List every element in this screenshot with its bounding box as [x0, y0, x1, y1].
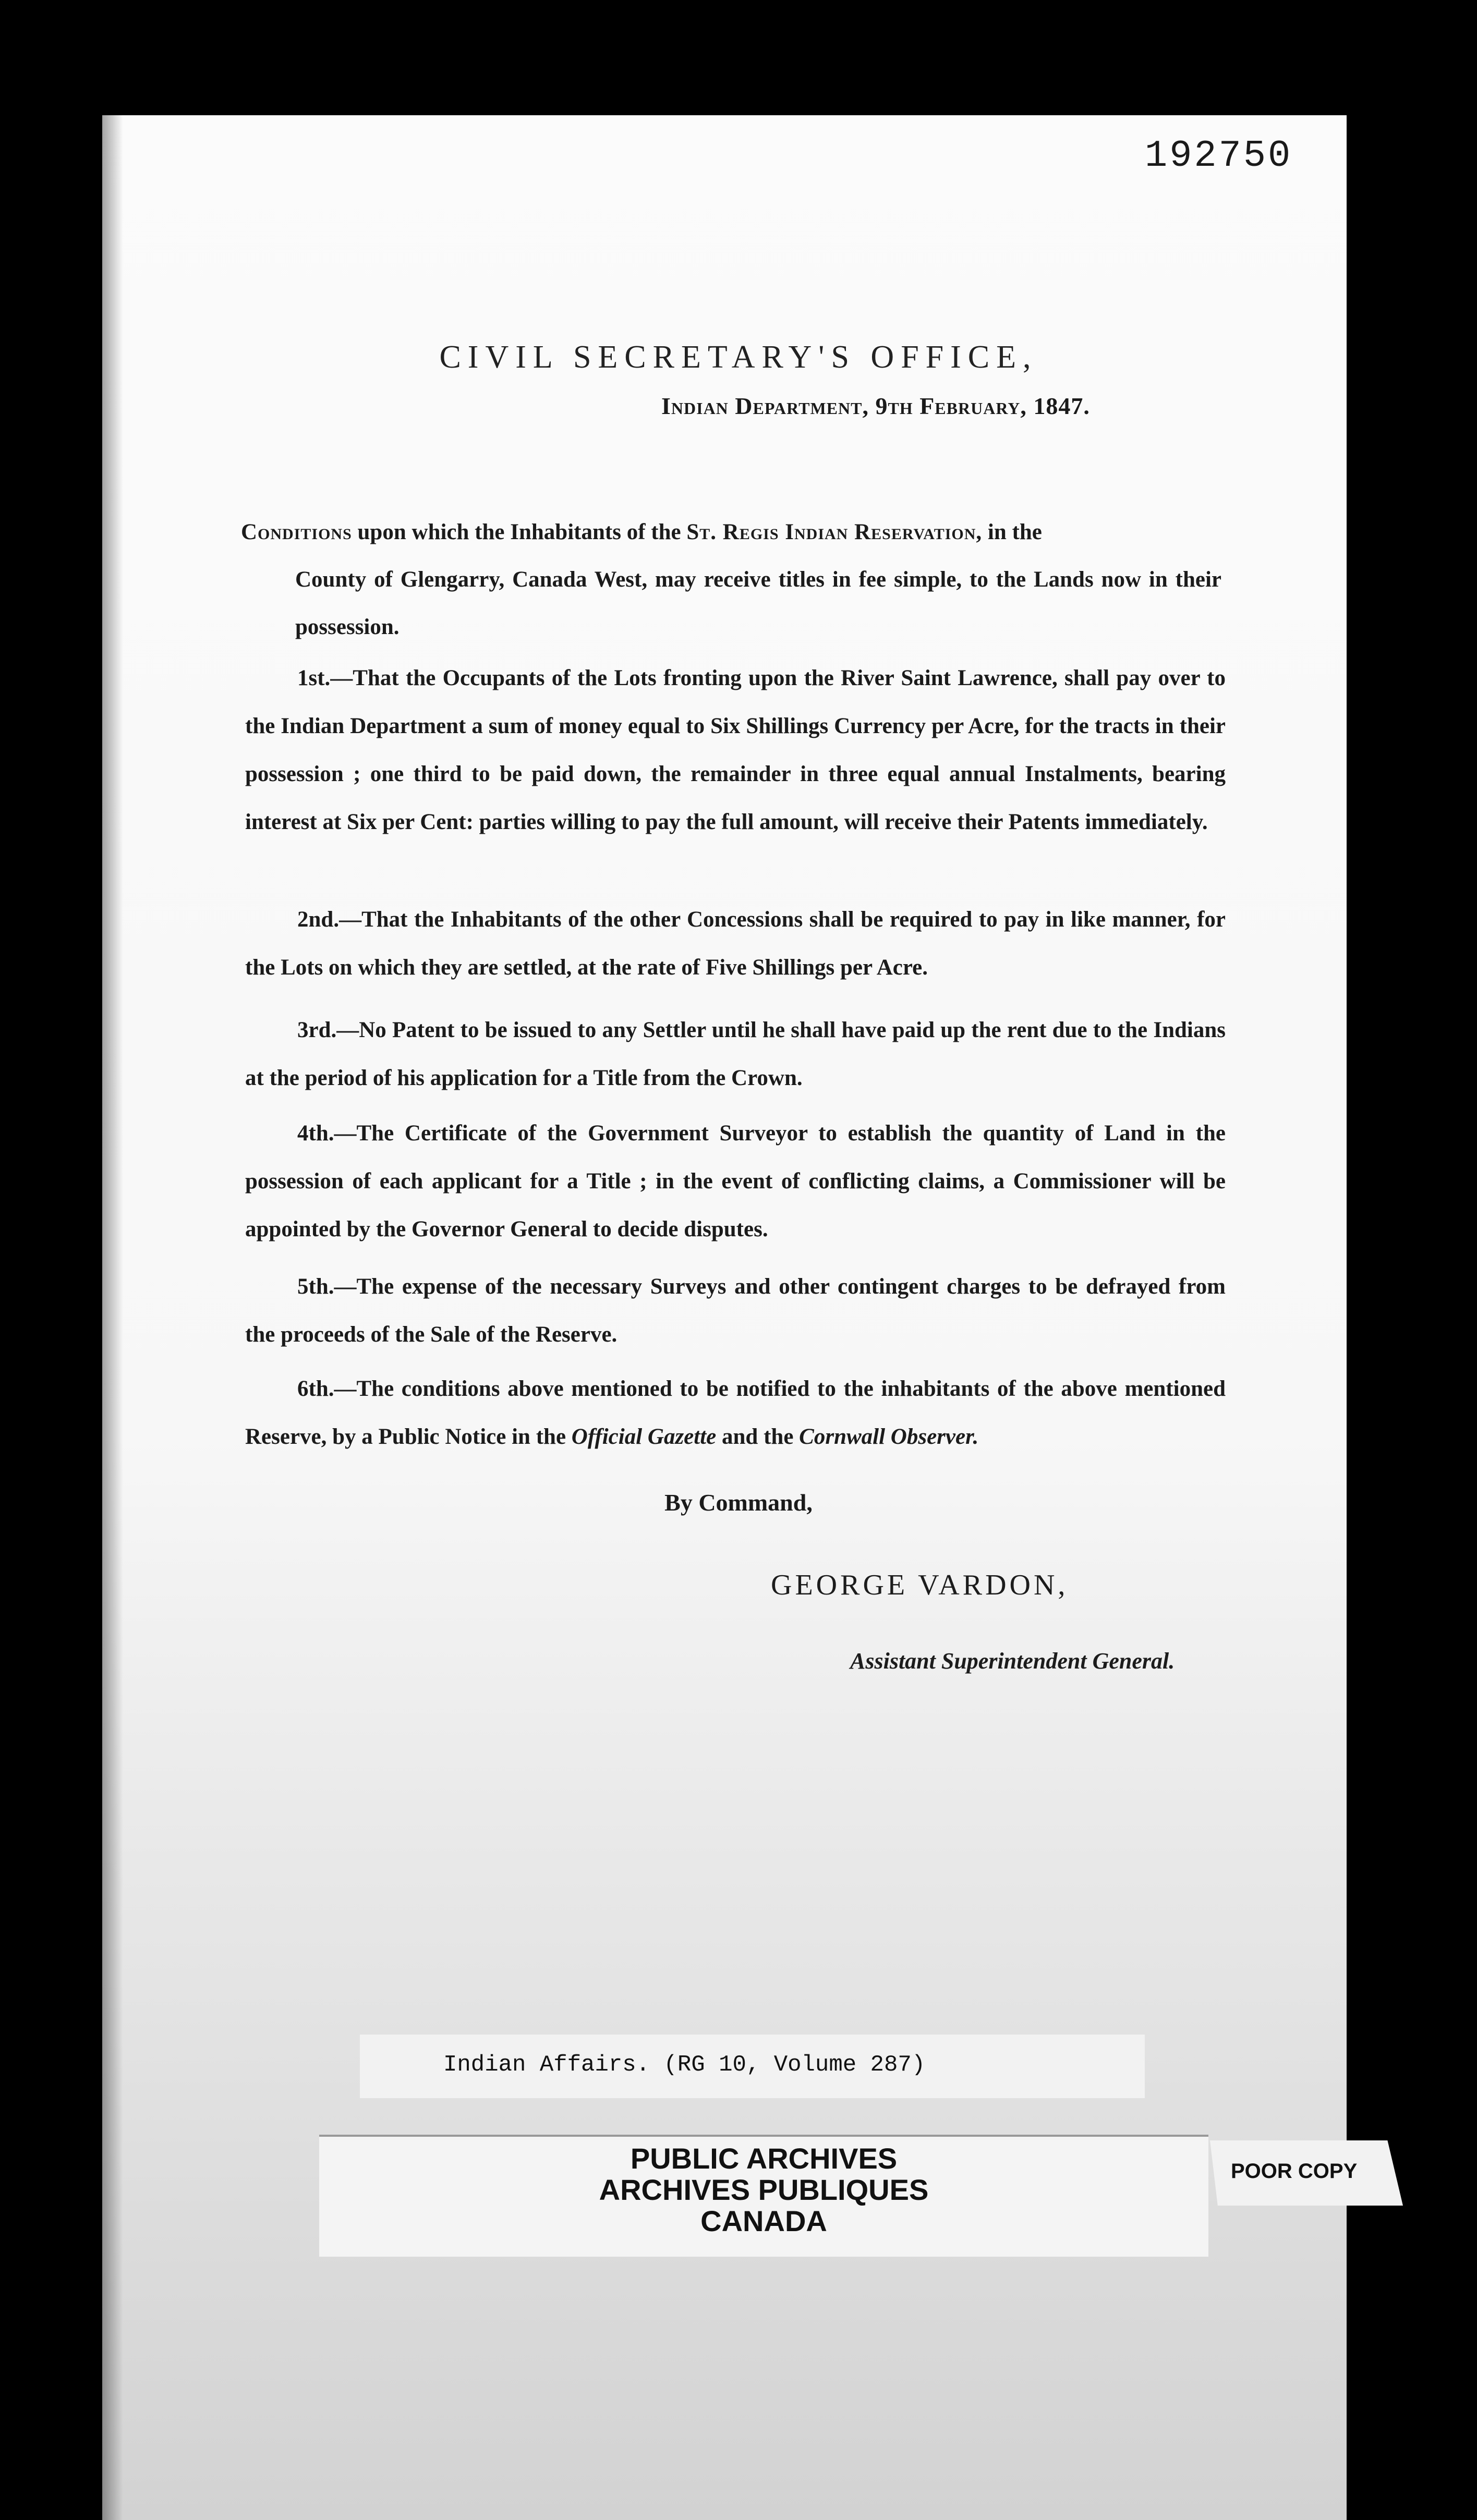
- paragraph-5th: 5th.—The expense of the necessary Surveys and other contingent charges to be defrayed from the proceeds of the Sale of the Reserve.: [245, 1274, 1226, 1347]
- signatory-title: Assistant Superintendent General.: [850, 1648, 1175, 1674]
- signatory-name: GEORGE VARDON,: [771, 1569, 1069, 1601]
- paragraph-1st: 1st.—That the Occupants of the Lots fronting upon the River Saint Lawrence, shall pay over to the Indian Department a sum of money equal to Six Shillings Currency per Acre, for the tracts in their possession ; one third to be paid down, the remainder in three equal annual Instalments, bearing interest at Six per Cent: parties willing to pay the full amount, will receive their Patents immediately.: [245, 666, 1226, 834]
- page-edge-shadow: [102, 115, 123, 2520]
- office-subtitle: Indian Department, 9th February, 1847.: [661, 393, 1090, 419]
- conditions-continuation: County of Glengarry, Canada West, may receive titles in fee simple, to the Lands now in their possession.: [295, 567, 1221, 639]
- conditions-text-2: in the: [987, 520, 1042, 544]
- cornwall-observer-title: Cornwall Observer.: [799, 1425, 979, 1449]
- conditions-heading: [241, 508, 1221, 651]
- paragraph-6th: [245, 1365, 1226, 1461]
- stamp-line-canada: CANADA: [700, 2205, 827, 2237]
- document-number: 192750: [1145, 135, 1293, 177]
- conditions-lead: Conditions: [241, 520, 352, 544]
- stamp-line-archives-publiques: ARCHIVES PUBLIQUES: [599, 2173, 929, 2206]
- official-gazette-title: Official Gazette: [571, 1425, 717, 1449]
- stamp-line-public-archives: PUBLIC ARCHIVES: [630, 2142, 898, 2175]
- conditions-text-1: upon which the Inhabitants of the: [357, 520, 681, 544]
- paragraph-4th: 4th.—The Certificate of the Government Surveyor to establish the quantity of Land in the possession of each applicant for a Title ; in the event of conflicting claims, a Commissioner will be appointed by the Governor General to decide disputes.: [245, 1121, 1226, 1241]
- paragraph-6th-start: 6th.—The conditions above mentioned to be notified to the inhabitants of the above mentioned Reserve, by a Public Notice in the: [245, 1377, 1226, 1449]
- office-title: CIVIL SECRETARY'S OFFICE,: [439, 339, 1038, 375]
- paragraph-2nd: 2nd.—That the Inhabitants of the other Concessions shall be required to pay in like manner, for the Lots on which they are settled, at the rate of Five Shillings per Acre.: [245, 907, 1226, 980]
- by-command: By Command,: [664, 1489, 813, 1516]
- paragraph-6th-and: and the: [722, 1425, 794, 1449]
- archive-label: Indian Affairs. (RG 10, Volume 287): [443, 2052, 926, 2078]
- poor-copy-label: POOR COPY: [1231, 2160, 1358, 2183]
- conditions-place: St. Regis Indian Reservation,: [686, 520, 983, 544]
- paragraph-3rd: 3rd.—No Patent to be issued to any Settler until he shall have paid up the rent due to the Indians at the period of his application for a Title from the Crown.: [245, 1018, 1226, 1090]
